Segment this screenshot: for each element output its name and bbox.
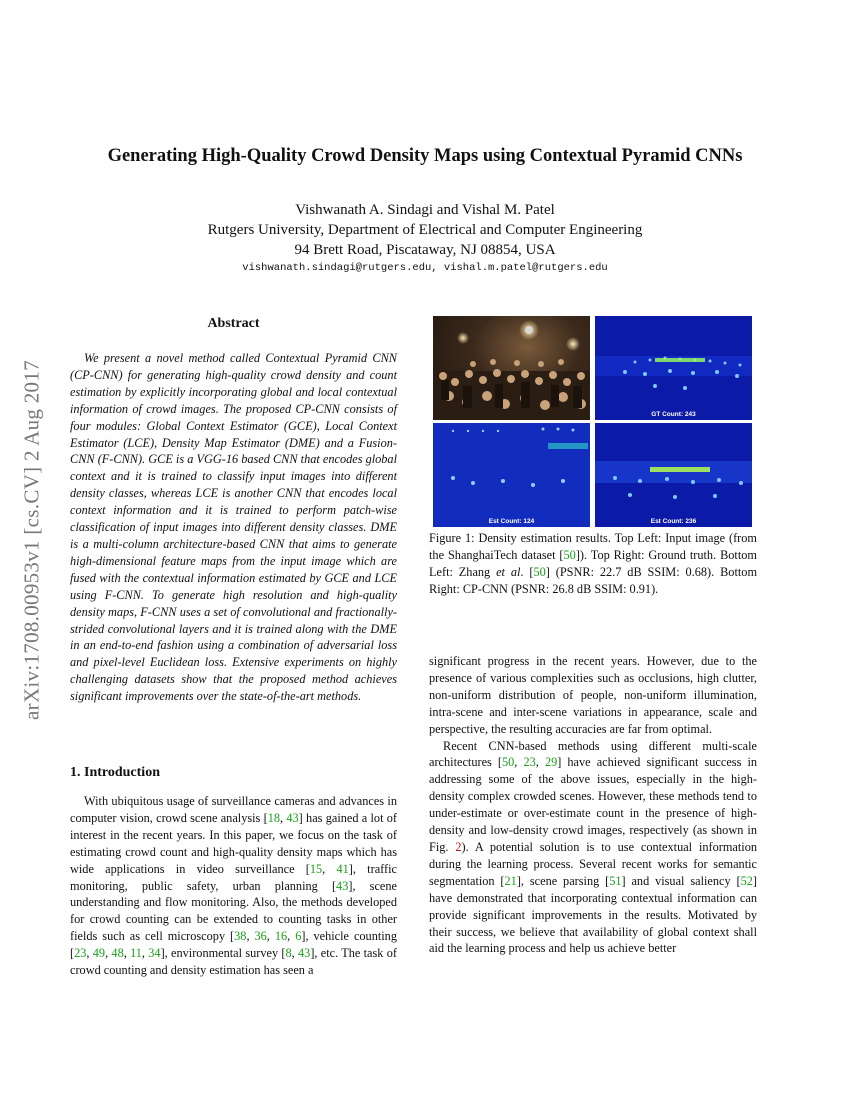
citation-link[interactable]: 50	[502, 755, 515, 770]
text-run: . [	[520, 564, 534, 579]
crowd-photo-graphic	[433, 316, 590, 420]
citation-link[interactable]: 43	[336, 878, 349, 893]
figure-link[interactable]: 2	[455, 839, 462, 854]
text-run: With ubiquitous usage of surveillance cameras and advances in computer vision, crowd scene analysis [	[70, 794, 397, 825]
paper-title: Generating High-Quality Crowd Density Maps using Contextual Pyramid CNNs	[107, 146, 743, 166]
author-address: 94 Brett Road, Piscataway, NJ 08854, USA	[294, 242, 556, 258]
abstract-body	[70, 350, 397, 705]
text-run: ,	[291, 946, 299, 961]
text-run: ], scene understanding and flow monitoring. Also, the methods developed for crowd counting can be extended to counting tasks in other fields such as cell microscopy [	[70, 878, 397, 944]
text-run: ,	[287, 929, 296, 944]
text-run: et al	[496, 564, 521, 579]
citation-link[interactable]: 38	[234, 929, 247, 944]
text-run: Figure 1: Density estimation results. Top Left: Input image (from the ShanghaiTech dataset [	[429, 531, 757, 562]
arxiv-sidebar	[12, 290, 52, 790]
arxiv-identifier: arXiv:1708.00953v1 [cs.CV] 2 Aug 2017	[19, 360, 44, 720]
introduction-body	[70, 793, 397, 979]
density-map-graphic	[433, 423, 590, 527]
text-run: ,	[105, 946, 112, 961]
text-run: ], vehicle counting [	[70, 929, 397, 961]
citation-link[interactable]: 16	[274, 929, 288, 944]
text-run: ] has gained a lot of interest in the recent years. In this paper, we focus on the task of estimating crowd count and high-quality density maps which has wide applications in video surveillance [	[70, 810, 397, 876]
author-block	[0, 200, 850, 260]
text-run: ,	[266, 929, 275, 944]
citation-link[interactable]: 34	[148, 946, 161, 961]
text-run: ]). Top Right: Ground truth. Bottom Left: Zhang	[429, 547, 757, 579]
citation-link[interactable]: 8	[285, 946, 292, 961]
ground-truth-density-map	[595, 316, 752, 420]
text-run: ,	[535, 755, 545, 770]
author-names: Vishwanath A. Sindagi and Vishal M. Patel	[295, 202, 555, 218]
citation-link[interactable]: 6	[295, 929, 302, 944]
cpcnn-count-label: Est Count: 236	[650, 518, 697, 525]
citation-link[interactable]: 50	[563, 547, 576, 562]
text-run: ], scene parsing [	[516, 873, 610, 888]
citation-link[interactable]: 49	[92, 946, 106, 961]
gt-count-label: GT Count: 243	[651, 411, 696, 418]
citation-link[interactable]: 51	[609, 873, 622, 888]
citation-link[interactable]: 36	[254, 929, 267, 944]
citation-link[interactable]: 23	[74, 946, 87, 961]
text-run: ], etc. The task of crowd counting and density estimation has seen a	[70, 946, 397, 978]
citation-link[interactable]: 48	[111, 946, 124, 961]
text-run: ] and visual saliency [	[621, 873, 741, 888]
text-run: ,	[246, 929, 255, 944]
citation-link[interactable]: 23	[523, 755, 536, 770]
continued-paragraph: significant progress in the recent years. However, due to the presence of various complexities such as occlusions, high clutter, non-uniform distribution of people, non-uniform illumination, intra-scene and inter-scene variations in appearance, scale and perspective, the resulting accuracies are far from optimal.	[429, 654, 757, 736]
text-run: Recent CNN-based methods using different multi-scale architectures [	[429, 738, 757, 770]
cpcnn-estimate-density-map	[595, 423, 752, 527]
citation-link[interactable]: 50	[533, 564, 546, 579]
introduction-paragraph	[70, 793, 397, 979]
density-map-graphic	[595, 423, 752, 527]
text-run: ], environmental survey [	[160, 946, 286, 961]
citation-link[interactable]: 52	[740, 873, 753, 888]
abstract-text: We present a novel method called Contextual Pyramid CNN (CP-CNN) for generating high-quality crowd density and count estimation by explicitly incorporating global and local contextual information of crowd images. The proposed CP-CNN consists of four modules: Global Context Estimator (GCE), Local Context Estimator (LCE), Density Map Estimator (DME) and a Fusion-CNN (F-CNN). GCE is a VGG-16 based CNN that encodes global context and it is trained to classify input images into different density classes, whereas LCE is another CNN that encodes local context information and it is trained to perform patch-wise classification of input images into different density classes. DME is a multi-column architecture-based CNN that aims to generate high-dimensional feature maps from the input image which are fused with the contextual information estimated by GCE and LCE using F-CNN. To generate high resolution and high-quality density maps, F-CNN uses a set of convolutional and fractionally-strided convolutional layers and it is trained along with the DME in an end-to-end fashion using a combination of adversarial loss and pixel-level Euclidean loss. Extensive experiments on highly challenging datasets show that the proposed method achieves significant improvements over the state-of-the-art methods.	[70, 351, 397, 704]
text-run: ] (PSNR: 22.7 dB SSIM: 0.68). Bottom Right: CP-CNN (PSNR: 26.8 dB SSIM: 0.91).	[429, 564, 758, 596]
figure-1-caption	[429, 530, 757, 598]
text-run: ). A potential solution is to use contextual information during the learning process. Several recent works for semantic segmentation [	[429, 839, 757, 888]
citation-link[interactable]: 41	[336, 861, 349, 876]
introduction-heading: 1. Introduction	[70, 765, 160, 780]
citation-link[interactable]: 21	[504, 873, 517, 888]
text-run: ,	[123, 946, 131, 961]
figure-1	[433, 316, 753, 528]
author-affiliation: Rutgers University, Department of Electrical and Computer Engineering	[207, 222, 643, 238]
density-map-graphic	[595, 316, 752, 420]
text-run: ,	[141, 946, 149, 961]
text-run: ] have achieved significant success in addressing some of the above issues, especially in the high-density complex crowded scenes. However, these methods tend to under-estimate or over-estimate count in the presence of high-density and low-density crowd images, respectively (as shown in Fig.	[429, 755, 758, 854]
body-paragraph	[429, 738, 757, 958]
author-emails: vishwanath.sindagi@rutgers.edu, vishal.m.patel@rutgers.edu	[242, 262, 608, 274]
text-run: ,	[514, 755, 524, 770]
citation-link[interactable]: 18	[267, 810, 281, 825]
text-run: ], traffic monitoring, public safety, urban planning [	[70, 861, 397, 893]
text-run: ] have demonstrated that incorporating contextual information can provide significant improvements in the results. Motivated by their success, we believe that availability of global context shall aid the learning process and help us achieve better	[429, 873, 757, 956]
input-crowd-image	[433, 316, 590, 420]
citation-link[interactable]: 43	[298, 946, 311, 961]
text-run: ,	[280, 810, 287, 825]
citation-link[interactable]: 43	[286, 810, 299, 825]
right-column-body	[429, 653, 757, 957]
citation-link[interactable]: 11	[130, 946, 142, 961]
zhang-count-label: Est Count: 124	[488, 518, 535, 525]
text-run: ,	[322, 861, 337, 876]
citation-link[interactable]: 15	[309, 861, 323, 876]
abstract-heading: Abstract	[207, 316, 260, 331]
citation-link[interactable]: 29	[544, 755, 558, 770]
text-run: ,	[86, 946, 93, 961]
zhang-estimate-density-map	[433, 423, 590, 527]
